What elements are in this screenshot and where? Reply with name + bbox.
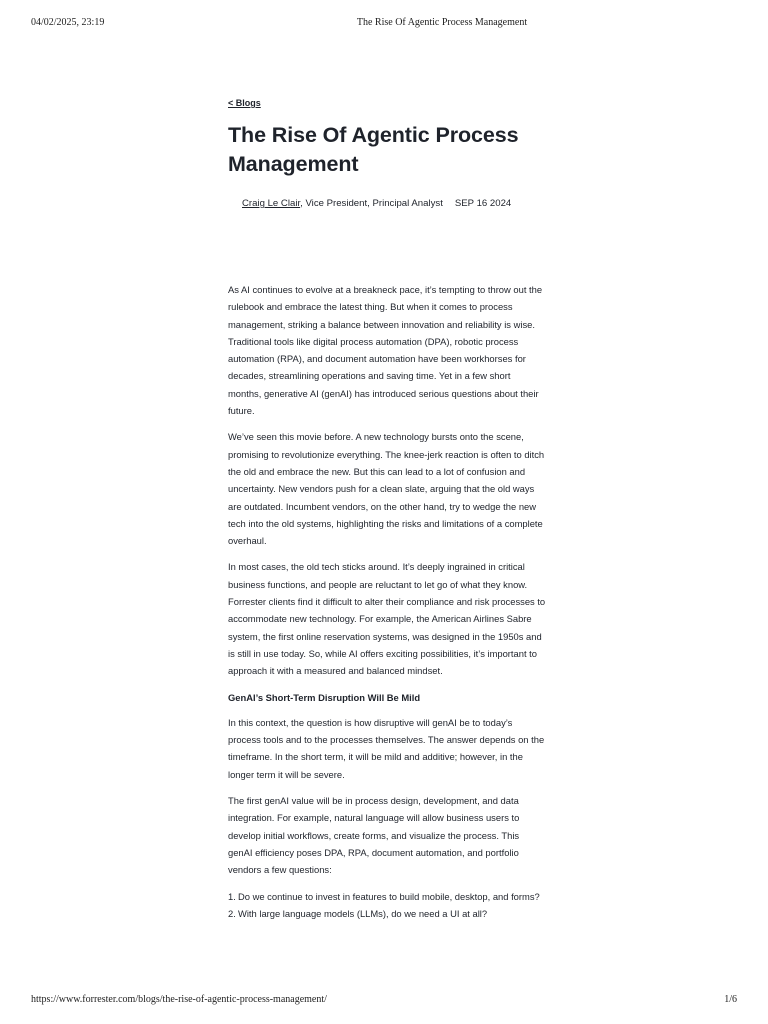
print-page-title: The Rise Of Agentic Process Management bbox=[356, 17, 528, 28]
print-footer bbox=[0, 994, 768, 1008]
section-heading: GenAI’s Short-Term Disruption Will Be Mild bbox=[228, 691, 421, 703]
list-number: 2. bbox=[228, 907, 236, 919]
article bbox=[228, 93, 546, 922]
list-item bbox=[228, 905, 546, 922]
back-to-blogs-link[interactable]: < Blogs bbox=[228, 98, 261, 108]
paragraph: As AI continues to evolve at a breakneck pace, it’s tempting to throw out the rulebook and embrace the latest thing. But when it comes to process management, striking a balance between innovation and reliability is wise. Traditional tools like digital process automation (DPA), robotic process automation (RPA), and document automation have been workhorses for decades, streamlining operations and saving time. Yet in a few short months, generative AI (genAI) has introduced serious questions about their future. bbox=[228, 284, 543, 417]
list-item-text: Do we continue to invest in features to build mobile, desktop, and forms? bbox=[238, 890, 540, 902]
print-datetime: 04/02/2025, 23:19 bbox=[31, 17, 105, 28]
list-number: 1. bbox=[228, 890, 236, 902]
print-header bbox=[0, 17, 768, 31]
page-number: 1/6 bbox=[724, 994, 737, 1005]
byline bbox=[228, 198, 546, 209]
paragraph: In this context, the question is how disruptive will genAI be to today’s process tools and to the processes themselves. The answer depends on the timeframe. In the short term, it will be mild and additive; however, in the longer term it will be severe. bbox=[228, 716, 545, 780]
article-body bbox=[228, 281, 546, 922]
author-role: , Vice President, Principal Analyst bbox=[300, 198, 443, 209]
author-link[interactable]: Craig Le Clair bbox=[242, 198, 301, 209]
paragraph: We’ve seen this movie before. A new technology bursts onto the scene, promising to revolutionize everything. The knee-jerk reaction is often to ditch the old and embrace the new. But this can lead to a lot of confusion and uncertainty. New vendors push for a clean slate, arguing that the old ways are outdated. Incumbent vendors, on the other hand, try to wedge the new tech into the old systems, highlighting the risks and limitations of a complete overhaul. bbox=[228, 431, 545, 547]
publish-date: SEP 16 2024 bbox=[454, 198, 512, 209]
article-title: The Rise Of Agentic Process Management bbox=[228, 123, 519, 176]
print-url: https://www.forrester.com/blogs/the-rise-of-agentic-process-management/ bbox=[31, 994, 327, 1005]
paragraph: The first genAI value will be in process design, development, and data integration. For example, natural language will allow business users to develop initial workflows, create forms, and visualize the process. This genAI efficiency poses DPA, RPA, document automation, and portfolio vendors a few questions: bbox=[228, 795, 520, 876]
list-item bbox=[228, 888, 546, 905]
paragraph: In most cases, the old tech sticks around. It’s deeply ingrained in critical business functions, and people are reluctant to let go of what they know. Forrester clients find it difficult to alter their compliance and risk processes to accommodate new technology. For example, the American Airlines Sabre system, the first online reservation systems, was designed in the 1950s and is still in use today. So, while AI offers exciting possibilities, it’s important to approach it with a measured and balanced mindset. bbox=[228, 561, 546, 677]
list-item-text: With large language models (LLMs), do we need a UI at all? bbox=[238, 907, 488, 919]
questions-list bbox=[228, 888, 546, 923]
